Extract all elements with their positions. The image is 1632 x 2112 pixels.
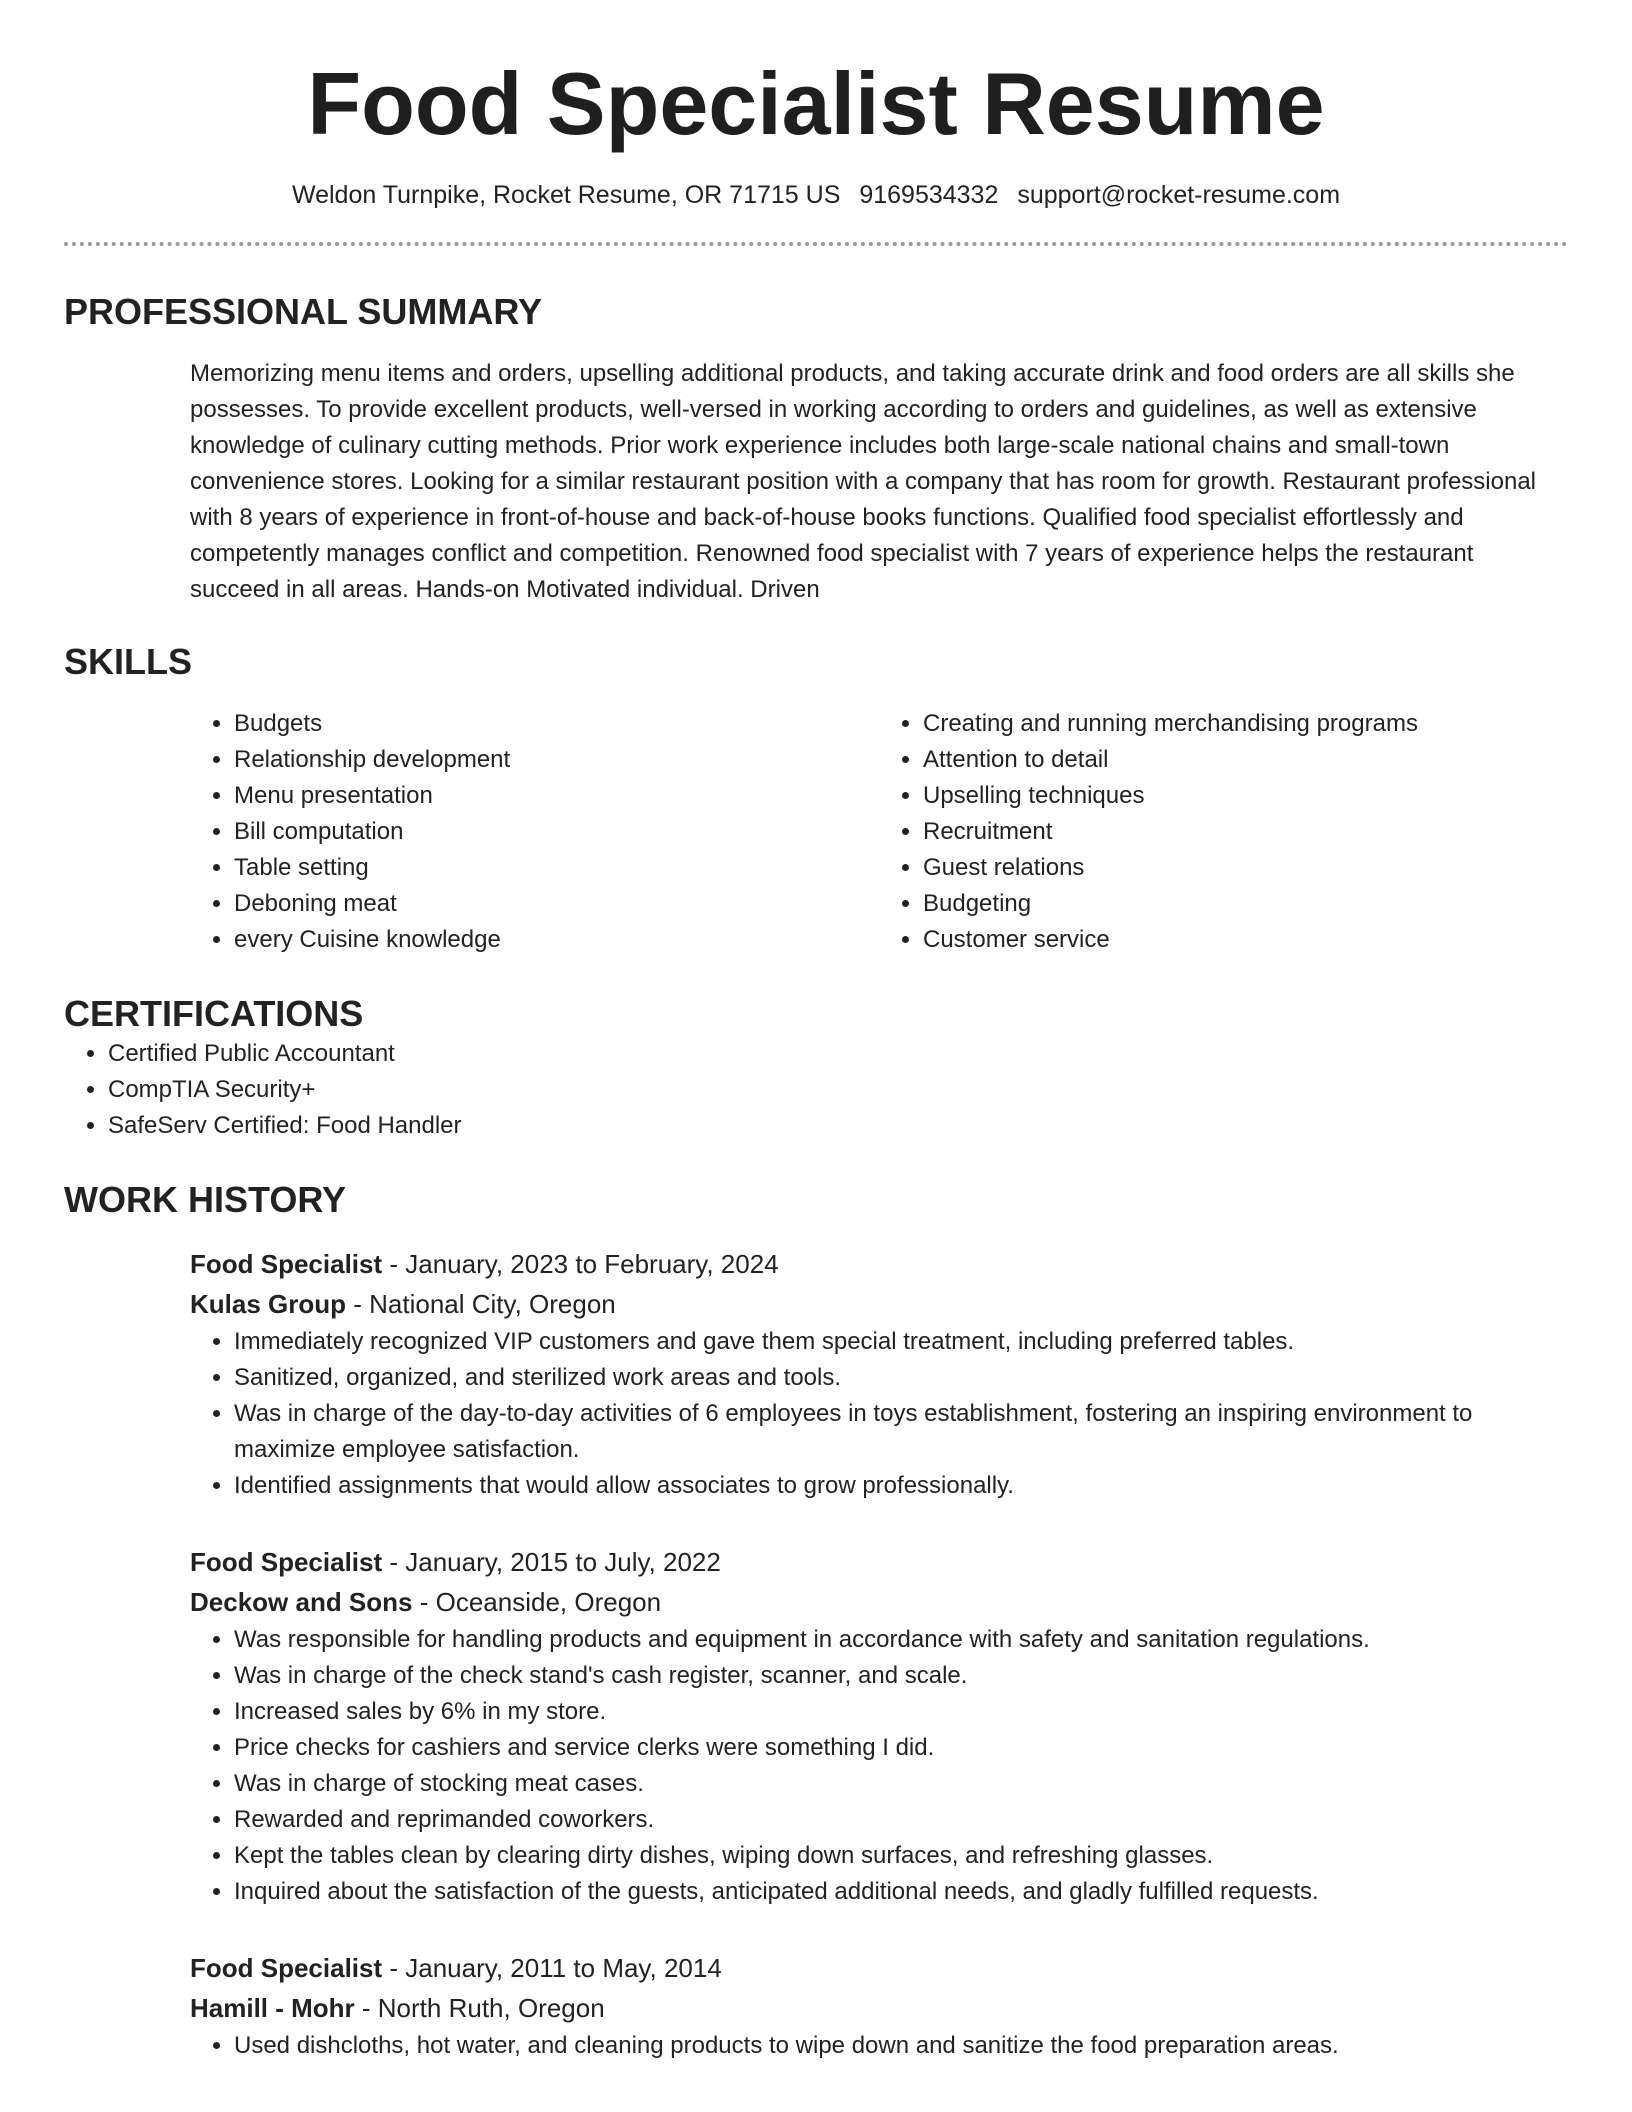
- job-entry: [190, 1542, 1568, 1910]
- skills-left-list: [190, 706, 879, 958]
- job-bullet: • Was in charge of the day-to-day activities of 6 employees in toys establishment, fostering an inspiring environment to maximize employee satisfaction.: [234, 1396, 1568, 1468]
- job-company: Kulas Group: [190, 1289, 347, 1319]
- certification-item: • CompTIA Security+: [108, 1072, 1568, 1108]
- skill-item: • Budgeting: [923, 886, 1568, 922]
- contact-phone: 9169534332: [859, 181, 999, 209]
- job-dates: - January, 2011 to May, 2014: [382, 1953, 722, 1983]
- job-bullet: • Identified assignments that would allow associates to grow professionally.: [234, 1468, 1568, 1504]
- job-dates: - January, 2023 to February, 2024: [382, 1249, 779, 1279]
- skills-columns: [190, 706, 1568, 958]
- job-company-line: [190, 1988, 1568, 2028]
- skill-item: • Budgets: [234, 706, 879, 742]
- skill-item: • Relationship development: [234, 742, 879, 778]
- skill-item: • Guest relations: [923, 850, 1568, 886]
- job-bullet: • Increased sales by 6% in my store.: [234, 1694, 1568, 1730]
- skill-item: • Table setting: [234, 850, 879, 886]
- job-company: Hamill - Mohr: [190, 1993, 355, 2023]
- skill-item: • Creating and running merchandising programs: [923, 706, 1568, 742]
- job-title-line: [190, 1948, 1568, 1988]
- skill-item: • Bill computation: [234, 814, 879, 850]
- job-location: - North Ruth, Oregon: [354, 1993, 605, 2023]
- job-company-line: [190, 1284, 1568, 1324]
- work-history-heading: WORK HISTORY: [64, 1179, 347, 1220]
- skill-item: • Recruitment: [923, 814, 1568, 850]
- job-title-line: [190, 1542, 1568, 1582]
- contact-address: Weldon Turnpike, Rocket Resume, OR 71715 US: [291, 181, 841, 209]
- contact-email: support@rocket-resume.com: [1017, 181, 1341, 209]
- job-bullet: • Immediately recognized VIP customers and gave them special treatment, including preferred tables.: [234, 1324, 1568, 1360]
- job-location: - National City, Oregon: [346, 1289, 616, 1319]
- summary-heading: PROFESSIONAL SUMMARY: [64, 291, 543, 332]
- job-bullet: • Used dishcloths, hot water, and cleaning products to wipe down and sanitize the food preparation areas.: [234, 2028, 1568, 2064]
- certifications-heading: CERTIFICATIONS: [64, 993, 364, 1034]
- certification-item: • Certified Public Accountant: [108, 1036, 1568, 1072]
- job-title: Food Specialist: [190, 1953, 383, 1983]
- skill-item: • Attention to detail: [923, 742, 1568, 778]
- skill-item: • Customer service: [923, 922, 1568, 958]
- skills-right-list: [879, 706, 1568, 958]
- job-bullet: • Price checks for cashiers and service clerks were something I did.: [234, 1730, 1568, 1766]
- job-bullet-list: [190, 1622, 1568, 1910]
- job-title: Food Specialist: [190, 1249, 383, 1279]
- job-bullet-list: [190, 1324, 1568, 1504]
- job-bullet: • Kept the tables clean by clearing dirty dishes, wiping down surfaces, and refreshing glasses.: [234, 1838, 1568, 1874]
- certifications-list: [64, 1036, 1568, 1144]
- skill-item: • Deboning meat: [234, 886, 879, 922]
- skill-item: • Menu presentation: [234, 778, 879, 814]
- job-bullet: • Sanitized, organized, and sterilized work areas and tools.: [234, 1360, 1568, 1396]
- job-entry: [190, 1244, 1568, 1504]
- job-dates: - January, 2015 to July, 2022: [382, 1547, 721, 1577]
- job-bullet: • Was in charge of stocking meat cases.: [234, 1766, 1568, 1802]
- job-bullet-list: [190, 2028, 1568, 2064]
- header-divider: [64, 242, 1568, 246]
- summary-text: Memorizing menu items and orders, upselling additional products, and taking accurate drink and food orders are all skills she possesses. To provide excellent products, well-versed in working according to orders and guidelines, as well as extensive knowledge of culinary cutting methods. Prior work experience includes both large-scale national chains and small-town convenience stores. Looking for a similar restaurant position with a company that has room for growth. Restaurant professional with 8 years of experience in front-of-house and back-of-house books functions. Qualified food specialist effortlessly and competently manages conflict and competition. Renowned food specialist with 7 years of experience helps the restaurant succeed in all areas. Hands-on Motivated individual. Driven: [190, 360, 1537, 603]
- job-bullet: • Was responsible for handling products and equipment in accordance with safety and sanitation regulations.: [234, 1622, 1568, 1658]
- skill-item: • every Cuisine knowledge: [234, 922, 879, 958]
- job-location: - Oceanside, Oregon: [412, 1587, 662, 1617]
- job-company: Deckow and Sons: [190, 1587, 413, 1617]
- certification-item: • SafeServ Certified: Food Handler: [108, 1108, 1568, 1144]
- contact-line: [64, 178, 1568, 212]
- job-title-line: [190, 1244, 1568, 1284]
- job-title: Food Specialist: [190, 1547, 383, 1577]
- job-company-line: [190, 1582, 1568, 1622]
- job-bullet: • Rewarded and reprimanded coworkers.: [234, 1802, 1568, 1838]
- skill-item: • Upselling techniques: [923, 778, 1568, 814]
- job-bullet: • Was in charge of the check stand's cash register, scanner, and scale.: [234, 1658, 1568, 1694]
- resume-title: Food Specialist Resume: [307, 54, 1325, 153]
- skills-heading: SKILLS: [64, 641, 193, 682]
- job-entry: [190, 1948, 1568, 2064]
- job-bullet: • Inquired about the satisfaction of the guests, anticipated additional needs, and gladly fulfilled requests.: [234, 1874, 1568, 1910]
